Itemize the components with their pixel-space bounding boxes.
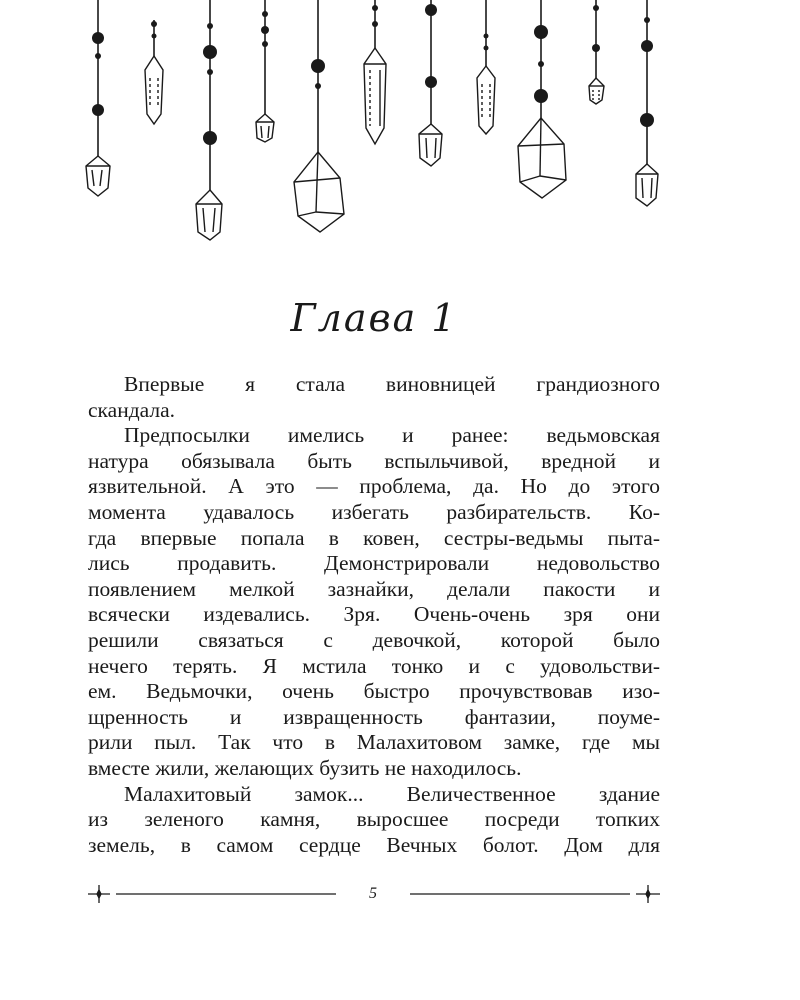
text-line: щренность и извращенность фантазии, поуме- xyxy=(88,704,660,729)
text-line: гда впервые попала в ковен, сестры-ведьмы пыта- xyxy=(88,525,660,550)
chapter-title: Глава 1 xyxy=(290,296,458,340)
text-line: Предпосылки имелись и ранее: ведьмовская xyxy=(124,423,660,448)
text-line: натура обязывала быть вспыльчивой, вредной и xyxy=(88,448,660,473)
bead-icon xyxy=(92,32,104,44)
text-line: земель, в самом сердце Вечных болот. Дом для xyxy=(88,832,660,857)
text-line: момента удавалось избегать разбирательств. Ко- xyxy=(88,499,660,524)
text-line: решили связаться с девочкой, которой было xyxy=(88,627,660,652)
paragraph xyxy=(88,423,660,781)
paragraph xyxy=(88,782,660,859)
text-line: рили пыл. Так что в Малахитовом замке, где мы xyxy=(88,730,660,755)
star-ornament-icon xyxy=(636,885,660,903)
text-line: скандала. xyxy=(88,397,176,422)
star-ornament-icon xyxy=(88,885,110,903)
text-line: Впервые я стала виновницей грандиозного xyxy=(124,372,660,396)
body-text xyxy=(88,372,660,858)
hanging-crystals-decoration xyxy=(0,0,800,260)
text-line: ем. Ведьмочки, очень быстро прочувствовав изо- xyxy=(88,679,660,704)
text-line: вместе жили, желающих бузить не находилось. xyxy=(88,755,522,780)
text-line: из зеленого камня, выросшее посреди топких xyxy=(88,807,660,832)
hanging-crystal-icon xyxy=(86,156,110,196)
page-number: 5 xyxy=(369,885,377,902)
text-line: всячески издевались. Зря. Очень-очень зря они xyxy=(88,602,660,627)
paragraph xyxy=(88,372,660,423)
text-line: язвительной. А это — проблема, да. Но до этого xyxy=(88,474,660,499)
text-line: нечего терять. Я мстила тонко и с удовольстви- xyxy=(88,653,660,678)
text-line: Малахитовый замок... Величественное здание xyxy=(124,781,660,806)
text-line: лись продавить. Демонстрировали недовольство xyxy=(88,551,660,576)
text-line: появлением мелкой зазнайки, делали пакости и xyxy=(88,576,660,601)
